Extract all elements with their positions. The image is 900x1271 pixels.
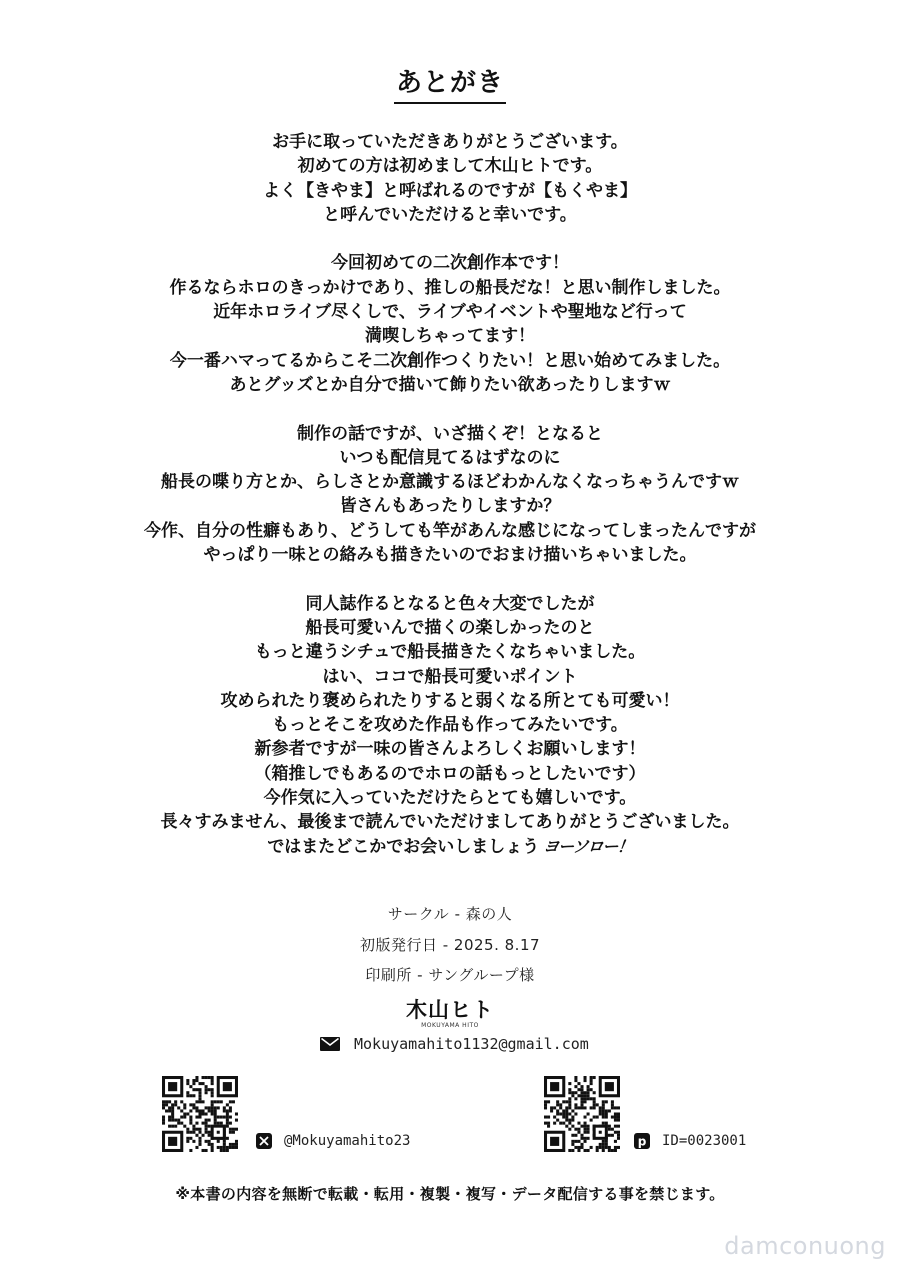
closing-line bbox=[0, 835, 900, 859]
pixiv-account-row bbox=[634, 1133, 746, 1149]
paragraph-line: 満喫しちゃってます！ bbox=[365, 326, 535, 347]
paragraph-line: 今一番ハマってるからこそ二次創作つくりたい！と思い始めてみました。 bbox=[169, 350, 731, 371]
svg-text:p: p bbox=[637, 1134, 647, 1149]
paragraph-line: 皆さんもあったりしますか？ bbox=[339, 496, 561, 517]
paragraph-line: 制作の話ですが、いざ描くぞ！となると bbox=[297, 423, 603, 444]
paragraph-line: 近年ホロライブ尽くしで、ライブやイベントや聖地など行って bbox=[213, 302, 687, 323]
paragraph-line: （箱推しでもあるのでホロの話もっとしたいです） bbox=[254, 763, 646, 784]
watermark: damconuong bbox=[724, 1232, 886, 1260]
circle-info: サークル - 森の人 bbox=[387, 905, 513, 923]
qr-code-twitter[interactable] bbox=[162, 1076, 238, 1152]
x-account-row bbox=[256, 1133, 410, 1149]
paragraph-line: 作るならホロのきっかけであり、推しの船長だな！と思い制作しました。 bbox=[169, 277, 731, 298]
pixiv-id[interactable]: ID=0023001 bbox=[662, 1133, 747, 1149]
email-row bbox=[320, 1034, 589, 1054]
paragraph-line: 今作、自分の性癖もあり、どうしても竿があんな感じになってしまったんですが bbox=[144, 520, 756, 541]
paragraph-line: 新参者ですが一味の皆さんよろしくお願いします！ bbox=[254, 739, 646, 760]
printer-info: 印刷所 - サングループ様 bbox=[365, 966, 535, 984]
paragraph-line: いつも配信見てるはずなのに bbox=[339, 447, 561, 468]
email-address[interactable]: Mokuyamahito1132@gmail.com bbox=[354, 1035, 589, 1053]
paragraph-4 bbox=[0, 592, 900, 859]
paragraph-line: 今作気に入っていただけたらとても嬉しいです。 bbox=[263, 788, 637, 809]
paragraph-line: やっぱり一味との絡みも描きたいのでおまけ描いちゃいました。 bbox=[203, 545, 697, 566]
x-logo-icon bbox=[256, 1133, 272, 1149]
author-name: 木山ヒト bbox=[406, 998, 494, 1022]
paragraph-line: あとグッズとか自分で描いて飾りたい欲あったりしますｗ bbox=[229, 374, 671, 395]
paragraph-line: はい、ココで船長可愛いポイント bbox=[322, 666, 578, 687]
paragraph-2 bbox=[0, 251, 900, 397]
paragraph-1 bbox=[0, 130, 900, 227]
qr-code-pixiv[interactable] bbox=[544, 1076, 620, 1152]
paragraph-line: 船長可愛いんで描くの楽しかったのと bbox=[305, 617, 595, 638]
pixiv-icon bbox=[634, 1133, 650, 1149]
paragraph-line: もっと違うシチュで船長描きたくなちゃいました。 bbox=[254, 642, 646, 663]
author-romaji: MOKUYAMA HITO bbox=[421, 1022, 479, 1029]
afterword-body bbox=[0, 130, 900, 883]
page-title-text: あとがき bbox=[394, 68, 506, 104]
release-date-info: 初版発行日 - 2025. 8.17 bbox=[359, 936, 541, 954]
paragraph-line: 今回初めての二次創作本です！ bbox=[331, 253, 569, 274]
paragraph-line: 船長の喋り方とか、らしさとか意識するほどわかんなくなっちゃうんですｗ bbox=[161, 472, 739, 493]
paragraph-line: もっとそこを攻めた作品も作ってみたいです。 bbox=[272, 715, 628, 736]
paragraph-line: 同人誌作るとなると色々大変でしたが bbox=[305, 593, 595, 614]
mail-icon bbox=[320, 1037, 340, 1051]
paragraph-line: 攻められたり褒められたりすると弱くなる所とても可愛い！ bbox=[220, 690, 680, 711]
paragraph-line: よく【きやま】と呼ばれるのですが【もくやま】 bbox=[263, 180, 637, 201]
paragraph-line: お手に取っていただきありがとうございます。 bbox=[272, 132, 628, 152]
x-handle[interactable]: @Mokuyamahito23 bbox=[284, 1133, 411, 1149]
copyright-notice: ※本書の内容を無断で転載・転用・複製・複写・データ配信する事を禁じます。 bbox=[175, 1185, 725, 1203]
yosoro-stylized-text: ヨーソロー！ bbox=[542, 836, 635, 856]
paragraph-line: と呼んでいただけると幸いです。 bbox=[323, 204, 577, 225]
paragraph-line: 長々すみません、最後まで読んでいただけましてありがとうございました。 bbox=[160, 812, 740, 833]
paragraph-line: ではまたどこかでお会いしましょう bbox=[267, 836, 540, 857]
paragraph-line: 初めての方は初めまして木山ヒトです。 bbox=[297, 156, 603, 177]
paragraph-3 bbox=[0, 422, 900, 568]
page-title bbox=[0, 62, 900, 99]
